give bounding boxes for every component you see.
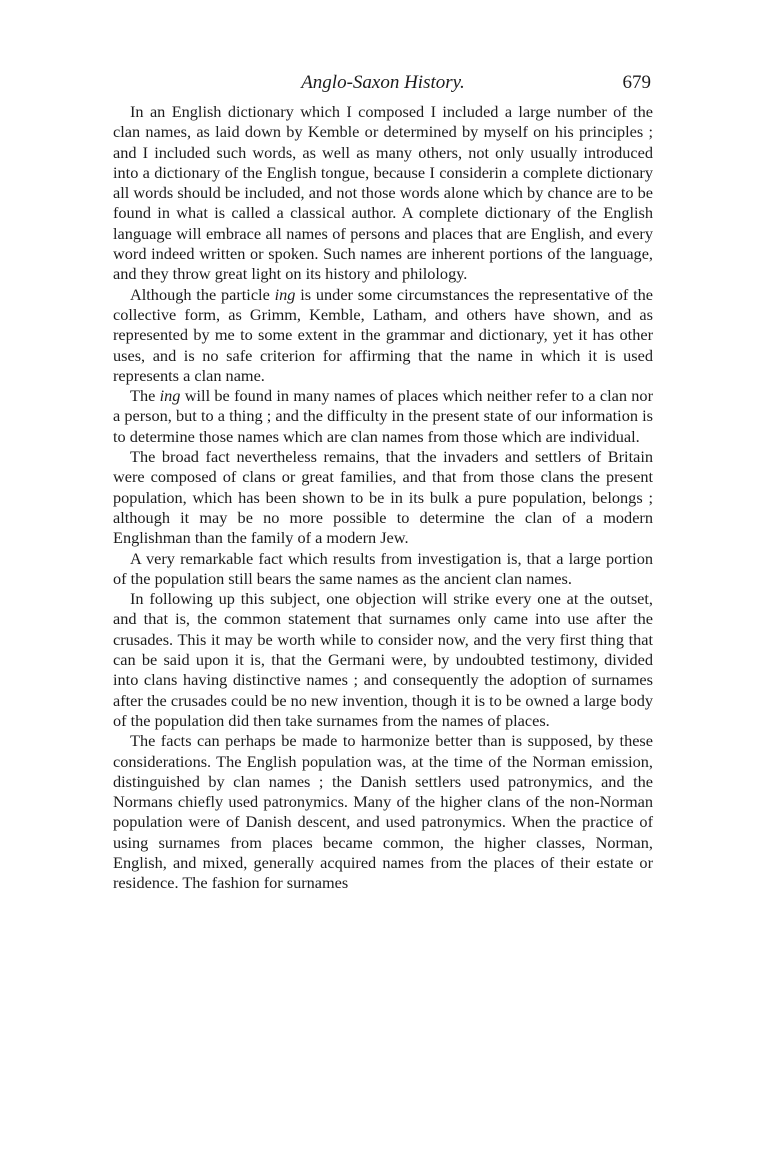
paragraph-text: The [130, 386, 160, 406]
page-header [113, 72, 653, 100]
body-text [113, 102, 653, 894]
page-number: 679 [622, 72, 651, 93]
italic-term: ing [274, 284, 296, 304]
running-title: Anglo-Saxon History. [301, 72, 465, 93]
paragraph-harmonize: The facts can perhaps be made to harmonize better than is supposed, by these considerations. The English population was, at the time of the Norman emission, distinguished by clan names ; the Danish settlers used patronymics, and the Normans chiefly used patronymics. Many of the higher clans of the non-Norman population were of Danish descent, and used patronymics. When the practice of using surnames from places became common, the higher classes, Norman, English, and mixed, generally acquired names from the places of their estate or residence. The fashion for surnames [113, 731, 653, 893]
paragraph-ing-places [113, 386, 653, 447]
italic-term: ing [159, 386, 181, 406]
paragraph-text: is under some circumstances the representative of the collective form, as Grimm, Kemble, Latham, and others have shown, and as represented by me to some extent in the grammar and dictionary, yet it has other uses, and is no safe criterion for affirming that the name in which it is used represents a clan name. [113, 284, 654, 385]
paragraph-text: will be found in many names of places which neither refer to a clan nor a person, but to a thing ; and the difficulty in the present state of our information is to determine those names which are clan names from those which are individual. [113, 386, 653, 446]
document-page [113, 72, 653, 894]
paragraph-clan-dictionary: In an English dictionary which I composed I included a large number of the clan names, as laid down by Kemble or determined by myself on his principles ; and I included such words, as well as many others, not only usually introduced into a dictionary of the English tongue, because I considerin a complete dictionary all words should be included, and not those words alone which by chance are to be found in what is called a classical author. A complete dictionary of the English language will embrace all names of persons and places that are English, and every word indeed written or spoken. Such names are inherent portions of the language, and they throw great light on its history and philology. [113, 102, 653, 284]
paragraph-particle-ing [113, 285, 653, 386]
paragraph-text: Although the particle [130, 284, 275, 304]
paragraph-surnames-objection: In following up this subject, one objection will strike every one at the outset, and that is, the common statement that surnames only came into use after the crusades. This it may be worth while to consider now, and the very first thing that can be said upon it is, that the Germani were, by undoubted testimony, divided into clans having distinctive names ; and consequently the adoption of surnames after the crusades could be no new invention, though it is to be owned a large body of the population did then take surnames from the names of places. [113, 589, 654, 730]
paragraph-remarkable-fact: A very remarkable fact which results from investigation is, that a large portion of the population still bears the same names as the ancient clan names. [113, 548, 653, 588]
paragraph-broad-fact: The broad fact nevertheless remains, that the invaders and settlers of Britain were composed of clans or great families, and that from those clans the present population, which has been shown to be in its bulk a pure population, belongs ; although it may be no more possible to determine the clan of a modern Englishman than the family of a modern Jew. [113, 447, 653, 548]
